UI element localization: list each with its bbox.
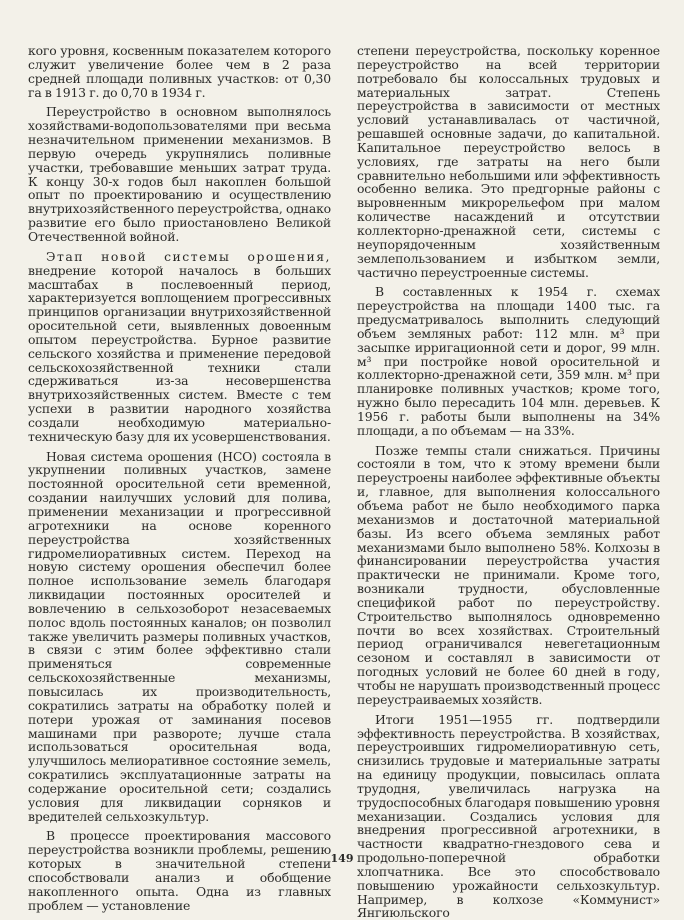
left-paragraph-5: В процессе проектирования массового переустройства возникли проблемы, решению которых в значительной степени способствовали анализ и обобщение накопленного опыта. Одна из главных проблем — установление [28,828,331,913]
right-column [357,44,660,920]
right-paragraph-1: степени переустройства, поскольку коренное переустройство на всей территории потребовало бы колоссальных трудовых и материальных затрат. Степень переустройства в зависимости от местных условий устанавливалась от частичной, решавшей основные задачи, до капитальной. Капитальное переустройство велось в условиях, где затраты на него были сравнительно небольшими или эффективность особенно велика. Это предгорные районы с выровненным микрорельефом при малом количестве насаждений и отсутствии коллекторно-дренажной сети, системы с неупорядоченным хозяйственным землепользованием и избытком земли, частично переустроенные системы. [357,43,660,280]
left-paragraph-3-body: внедрение которой началось в больших масштабах в послевоенный период, характеризуется воплощением прогрессивных принципов организации внутрихозяйственной оросительной сети, выявленных довоенным опытом переустройства. Бурное развитие сельского хозяйства и применение передовой сельскохозяйственной техники стали сдерживаться из-за несовершенства внутрихозяйственных систем. Вместе с тем успехи в развитии народного хозяйства создали необходимую материально-техническую базу для их усовершенствования. [28,262,331,444]
right-paragraph-2: В составленных к 1954 г. схемах переустройства на площади 1400 тыс. га предусматривалось выполнить следующий объем земляных работ: 112 млн. м³ при засыпке ирригационной сети и дорог, 99 млн. м³ при постройке новой оросительной и коллекторно-дренажной сети, 359 млн. м³ при планировке поливных участков; кроме того, нужно было пересадить 104 млн. деревьев. К 1956 г. работы были выполнены на 34% площади, а по объемам — на 33%. [357,284,660,438]
left-paragraph-1: кого уровня, косвенным показателем которого служит увеличение более чем в 2 раза средней площади поливных участков: от 0,30 га в 1913 г. до 0,70 в 1934 г. [28,43,331,100]
section-heading-inline: Этап новой системы орошения, [46,248,331,264]
left-paragraph-3 [28,250,331,444]
left-paragraph-2: Переустройство в основном выполнялось хозяйствами-водопользователями при весьма незначительном применении механизмов. В первую очередь укрупнялись поливные участки, требовавшие меньших затрат труда. К концу 30-х годов был накоплен большой опыт по проектированию и осуществлению внутрихозяйственного переустройства, однако развитие его было приостановлено Великой Отечественной войной. [28,104,331,244]
right-paragraph-3: Позже темпы стали снижаться. Причины состояли в том, что к этому времени были переустроены наиболее эффективные объекты и, главное, для выполнения колоссального объема работ не было необходимого парка механизмов и достаточной материальной базы. Из всего объема земляных работ механизмами было выполнено 58%. Колхозы в финансировании переустройства участия практически не принимали. Кроме того, возникали трудности, обусловленные спецификой работ по переустройству. Строительство выполнялось одновременно почти во всех хозяйствах. Строительный период ограничивался невегетационным сезоном и составлял в зависимости от погодных условий не более 60 дней в году, чтобы не нарушать производственный процесс переустраиваемых хозяйств. [357,442,660,707]
left-paragraph-4: Новая система орошения (НСО) состояла в укрупнении поливных участков, замене постоянной оросительной сети временной, создании наилучших условий для полива, применении механизации и прогрессивной агротехники на основе коренного переустройства хозяйственных гидромелиоративных систем. Переход на новую систему орошения обеспечил более полное использование земель благодаря ликвидации постоянных оросителей и вовлечению в сельхозоборот незасеваемых полос вдоль постоянных каналов; он позволил также увеличить размеры поливных участков, в связи с этим более эффективно стали применяться современные сельскохозяйственные механизмы, повысилась их производительность, сократились затраты на обработку полей и потери урожая от заминания посевов машинами при развороте; лучше стала использоваться оросительная вода, улучшилось мелиоративное состояние земель, сократились эксплуатационные затраты на содержание оросительной сети; создались условия для ликвидации сорняков и вредителей сельхозкультур. [28,448,331,824]
page-number: 149 [330,852,354,865]
left-column [28,44,331,912]
right-paragraph-4: Итоги 1951—1955 гг. подтвердили эффективность переустройства. В хозяйствах, переустроивших гидромелиоративную сеть, снизились трудовые и материальные затраты на единицу продукции, повысилась оплата трудодня, увеличилась нагрузка на трудоспособных благодаря повышению уровня механизации. Создались условия для внедрения прогрессивной агротехники, в частности квадратно-гнездового сева и продольно-поперечной обработки хлопчатника. Все это способствовало повышению урожайности сельхозкультур. Например, в колхозе «Коммунист» Янгиюльского [357,711,660,920]
